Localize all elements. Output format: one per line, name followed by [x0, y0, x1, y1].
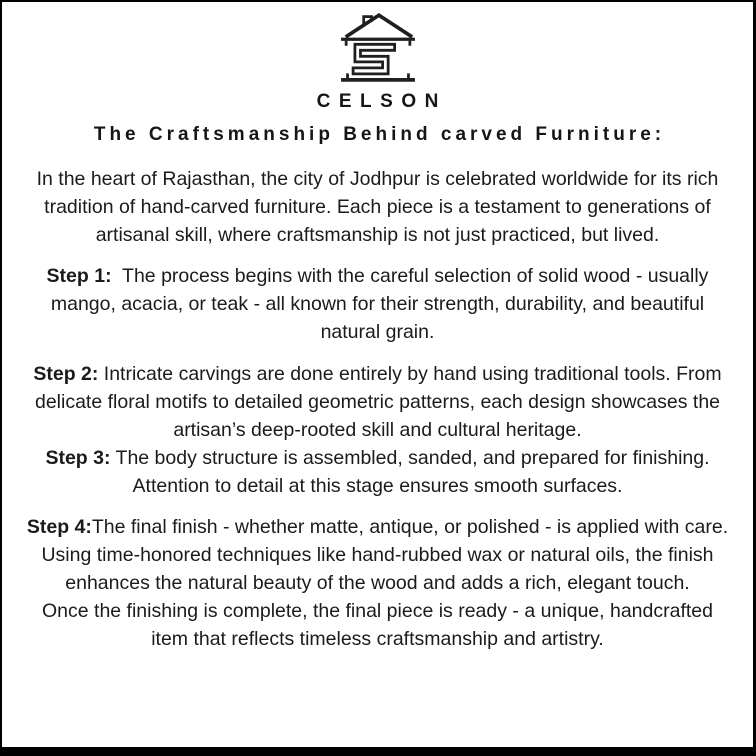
step-4-text: The final finish - whether matte, antique, or polished - is applied with care. Using time-honored techniques like hand-rubbed wax or natural oils, the finish enhances the natural beauty of the wood and adds a rich, elegant touch.: [41, 516, 729, 594]
step-1-paragraph: [24, 262, 731, 346]
step-4-label: Step 4:: [26, 516, 92, 538]
step-1-label: Step 1:: [46, 265, 112, 287]
step-4-paragraph: [24, 513, 731, 597]
step-3-text: The body structure is assembled, sanded, and prepared for finishing. Attention to detail at this stage ensures smooth surfaces.: [110, 447, 710, 497]
step-3-paragraph: [24, 444, 731, 500]
brand-logo: [330, 8, 426, 88]
step-2-text: Intricate carvings are done entirely by hand using traditional tools. From delicate floral motifs to detailed geometric patterns, each design showcases the artisan’s deep-rooted skill and cultural heritage.: [34, 363, 722, 441]
step-2-label: Step 2:: [33, 363, 99, 385]
brand-name: CELSON: [316, 91, 447, 112]
closing-paragraph: Once the finishing is complete, the final piece is ready - a unique, handcrafted item that reflects timeless craftsmanship and artistry.: [42, 600, 713, 650]
house-monogram-icon: [330, 8, 426, 88]
step-3-label: Step 3:: [45, 447, 111, 469]
intro-paragraph: In the heart of Rajasthan, the city of Jodhpur is celebrated worldwide for its rich tradition of hand-carved furniture. Each piece is a testament to generations of artisanal skill, where craftsmanship is not just practiced, but lived.: [36, 168, 719, 246]
step-1-text: The process begins with the careful selection of solid wood - usually mango, acacia, or teak - all known for their strength, durability, and beautiful natural grain.: [50, 265, 709, 343]
step-2-paragraph: [24, 360, 731, 444]
document-body: [2, 146, 753, 653]
page-title: The Craftsmanship Behind carved Furniture:: [93, 124, 666, 145]
